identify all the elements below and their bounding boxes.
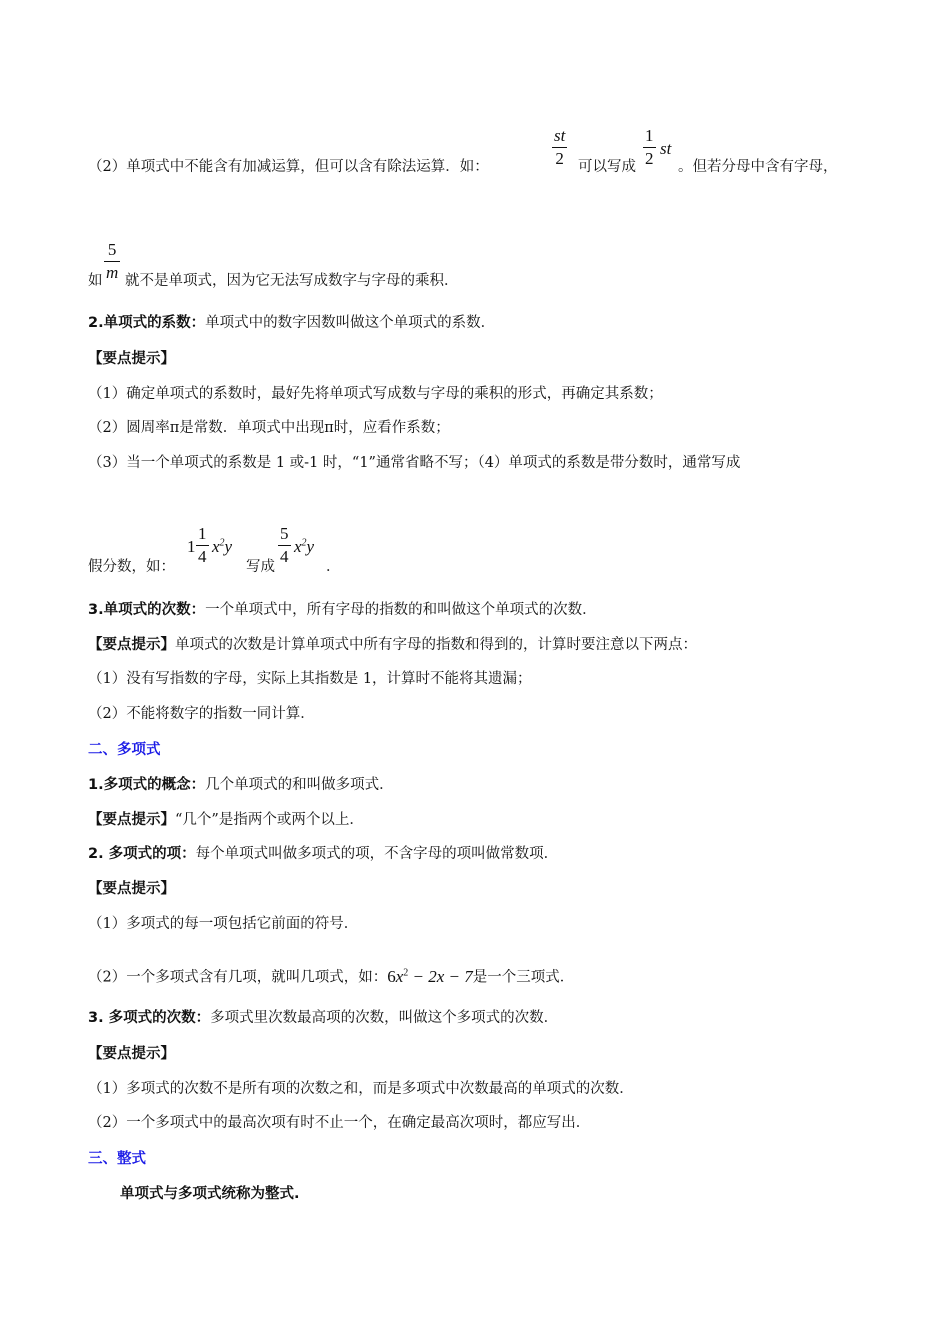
frac4-bar [196, 545, 209, 546]
fraction-st-over-2 [552, 126, 567, 169]
x-exp-2: 2 [301, 537, 307, 549]
degree-tip [88, 635, 697, 655]
p2-prefix: 如 [88, 273, 103, 289]
frac5-denominator: 4 [280, 547, 289, 566]
polynomial-tip-label: 【要点提示】 [88, 812, 175, 828]
degree-tip-text: 单项式的次数是计算单项式中所有字母的指数和得到的，计算时要注意以下两点： [175, 637, 697, 653]
polynomial-tip [88, 810, 364, 830]
tip-label-1: 【要点提示】 [88, 351, 175, 367]
trinomial-coef: 6 [387, 966, 396, 986]
integral-expression-definition: 单项式与多项式统称为整式. [120, 1186, 300, 1202]
p2-text: 就不是单项式，因为它无法写成数字与字母的乘积． [125, 273, 459, 289]
fraction-5-over-m [104, 240, 120, 283]
section-heading-integral-expression: 三、整式 [88, 1151, 146, 1167]
term-item-2 [88, 963, 574, 988]
fraction-5-over-4 [278, 524, 291, 567]
mixed-end: ． [326, 559, 341, 575]
x-var-2: x [294, 537, 302, 556]
frac3-bar [104, 261, 120, 262]
term-item-1: （1）多项式的每一项包括它前面的符号． [88, 916, 359, 932]
trinomial-expression [387, 967, 473, 986]
polynomial-heading: 1.多项式的概念： [88, 777, 206, 793]
coefficient-heading: 2.单项式的系数： [88, 315, 206, 331]
p1-text-a: （2）单项式中不能含有加减运算，但可以含有除法运算．如： [88, 159, 489, 175]
x-exp-1: 2 [219, 537, 225, 549]
p1-text-b: 可以写成 [578, 159, 636, 175]
trinomial-rest: − 2x − 7 [408, 966, 473, 986]
polynomial-text: 几个单项式的和叫做多项式． [205, 777, 394, 793]
section-heading-polynomial: 二、多项式 [88, 742, 161, 758]
coefficient-item-1: （1）确定单项式的系数时，最好先将单项式写成数与字母的乘积的形式，再确定其系数； [88, 386, 663, 402]
polynomial-term-text: 每个单项式叫做多项式的项，不含字母的项叫做常数项． [195, 846, 559, 862]
frac4-numerator: 1 [198, 524, 207, 543]
degree-item-1: （1）没有写指数的字母，实际上其指数是 1，计算时不能将其遗漏； [88, 671, 532, 687]
coefficient-definition [88, 313, 495, 333]
polynomial-term-definition [88, 844, 558, 864]
y-var-1: y [224, 537, 233, 556]
frac5-bar [278, 545, 291, 546]
polynomial-degree-item-2: （2）一个多项式中的最高次项有时不止一个，在确定最高次项时，都应写出． [88, 1115, 591, 1131]
term-item-2-suffix: 是一个三项式． [472, 969, 575, 986]
degree-heading: 3.单项式的次数： [88, 602, 206, 618]
polynomial-definition [88, 775, 394, 795]
y-var-2: y [306, 537, 315, 556]
fraction-1-over-4 [196, 524, 209, 567]
mixed-expr-1 [212, 537, 232, 557]
mixed-prefix: 假分数，如： [88, 559, 175, 575]
coefficient-item-2: （2）圆周率π是常数．单项式中出现π时，应看作系数； [88, 420, 450, 436]
p1-text-c: 。但若分母中含有字母， [678, 159, 838, 175]
tip-label-3: 【要点提示】 [88, 1046, 175, 1062]
tip-label-2: 【要点提示】 [88, 881, 175, 897]
frac1-bar [552, 147, 567, 148]
polynomial-degree-item-1: （1）多项式的次数不是所有项的次数之和，而是多项式中次数最高的单项式的次数． [88, 1081, 634, 1097]
coefficient-text: 单项式中的数字因数叫做这个单项式的系数． [205, 315, 496, 331]
degree-item-2: （2）不能将数字的指数一同计算． [88, 706, 315, 722]
mixed-mid: 写成 [246, 559, 275, 575]
degree-text: 一个单项式中，所有字母的指数的和叫做这个单项式的次数． [205, 602, 597, 618]
mixed-whole: 1 [187, 537, 196, 556]
polynomial-degree-definition [88, 1008, 558, 1028]
mixed-expr-2 [294, 537, 314, 557]
frac2-bar [643, 147, 656, 148]
degree-definition [88, 600, 597, 620]
frac3-numerator: 5 [107, 240, 117, 259]
fraction-1-over-2 [643, 126, 656, 169]
frac2-numerator: 1 [645, 126, 654, 145]
frac1-numerator: st [554, 126, 566, 145]
frac1-denominator: 2 [555, 149, 564, 168]
frac3-denominator: m [106, 263, 119, 282]
frac2-denominator: 2 [645, 149, 654, 168]
coefficient-item-3: （3）当一个单项式的系数是 1 或-1 时，“1”通常省略不写；（4）单项式的系数是带分数时，通常写成 [88, 455, 741, 471]
term-item-2-prefix: （2）一个多项式含有几项，就叫几项式，如： [88, 969, 388, 986]
polynomial-tip-text: “几个”是指两个或两个以上． [175, 812, 364, 828]
trinomial-x: x [395, 966, 404, 986]
trinomial-exp: 2 [403, 967, 409, 978]
degree-tip-label: 【要点提示】 [88, 637, 175, 653]
x-var-1: x [212, 537, 220, 556]
frac5-numerator: 5 [280, 524, 289, 543]
frac2-tail: st [660, 139, 672, 158]
polynomial-degree-text: 多项式里次数最高项的次数，叫做这个多项式的次数． [210, 1010, 559, 1026]
frac4-denominator: 4 [198, 547, 207, 566]
polynomial-degree-heading: 3. 多项式的次数： [88, 1010, 211, 1026]
polynomial-term-heading: 2. 多项式的项： [88, 846, 196, 862]
